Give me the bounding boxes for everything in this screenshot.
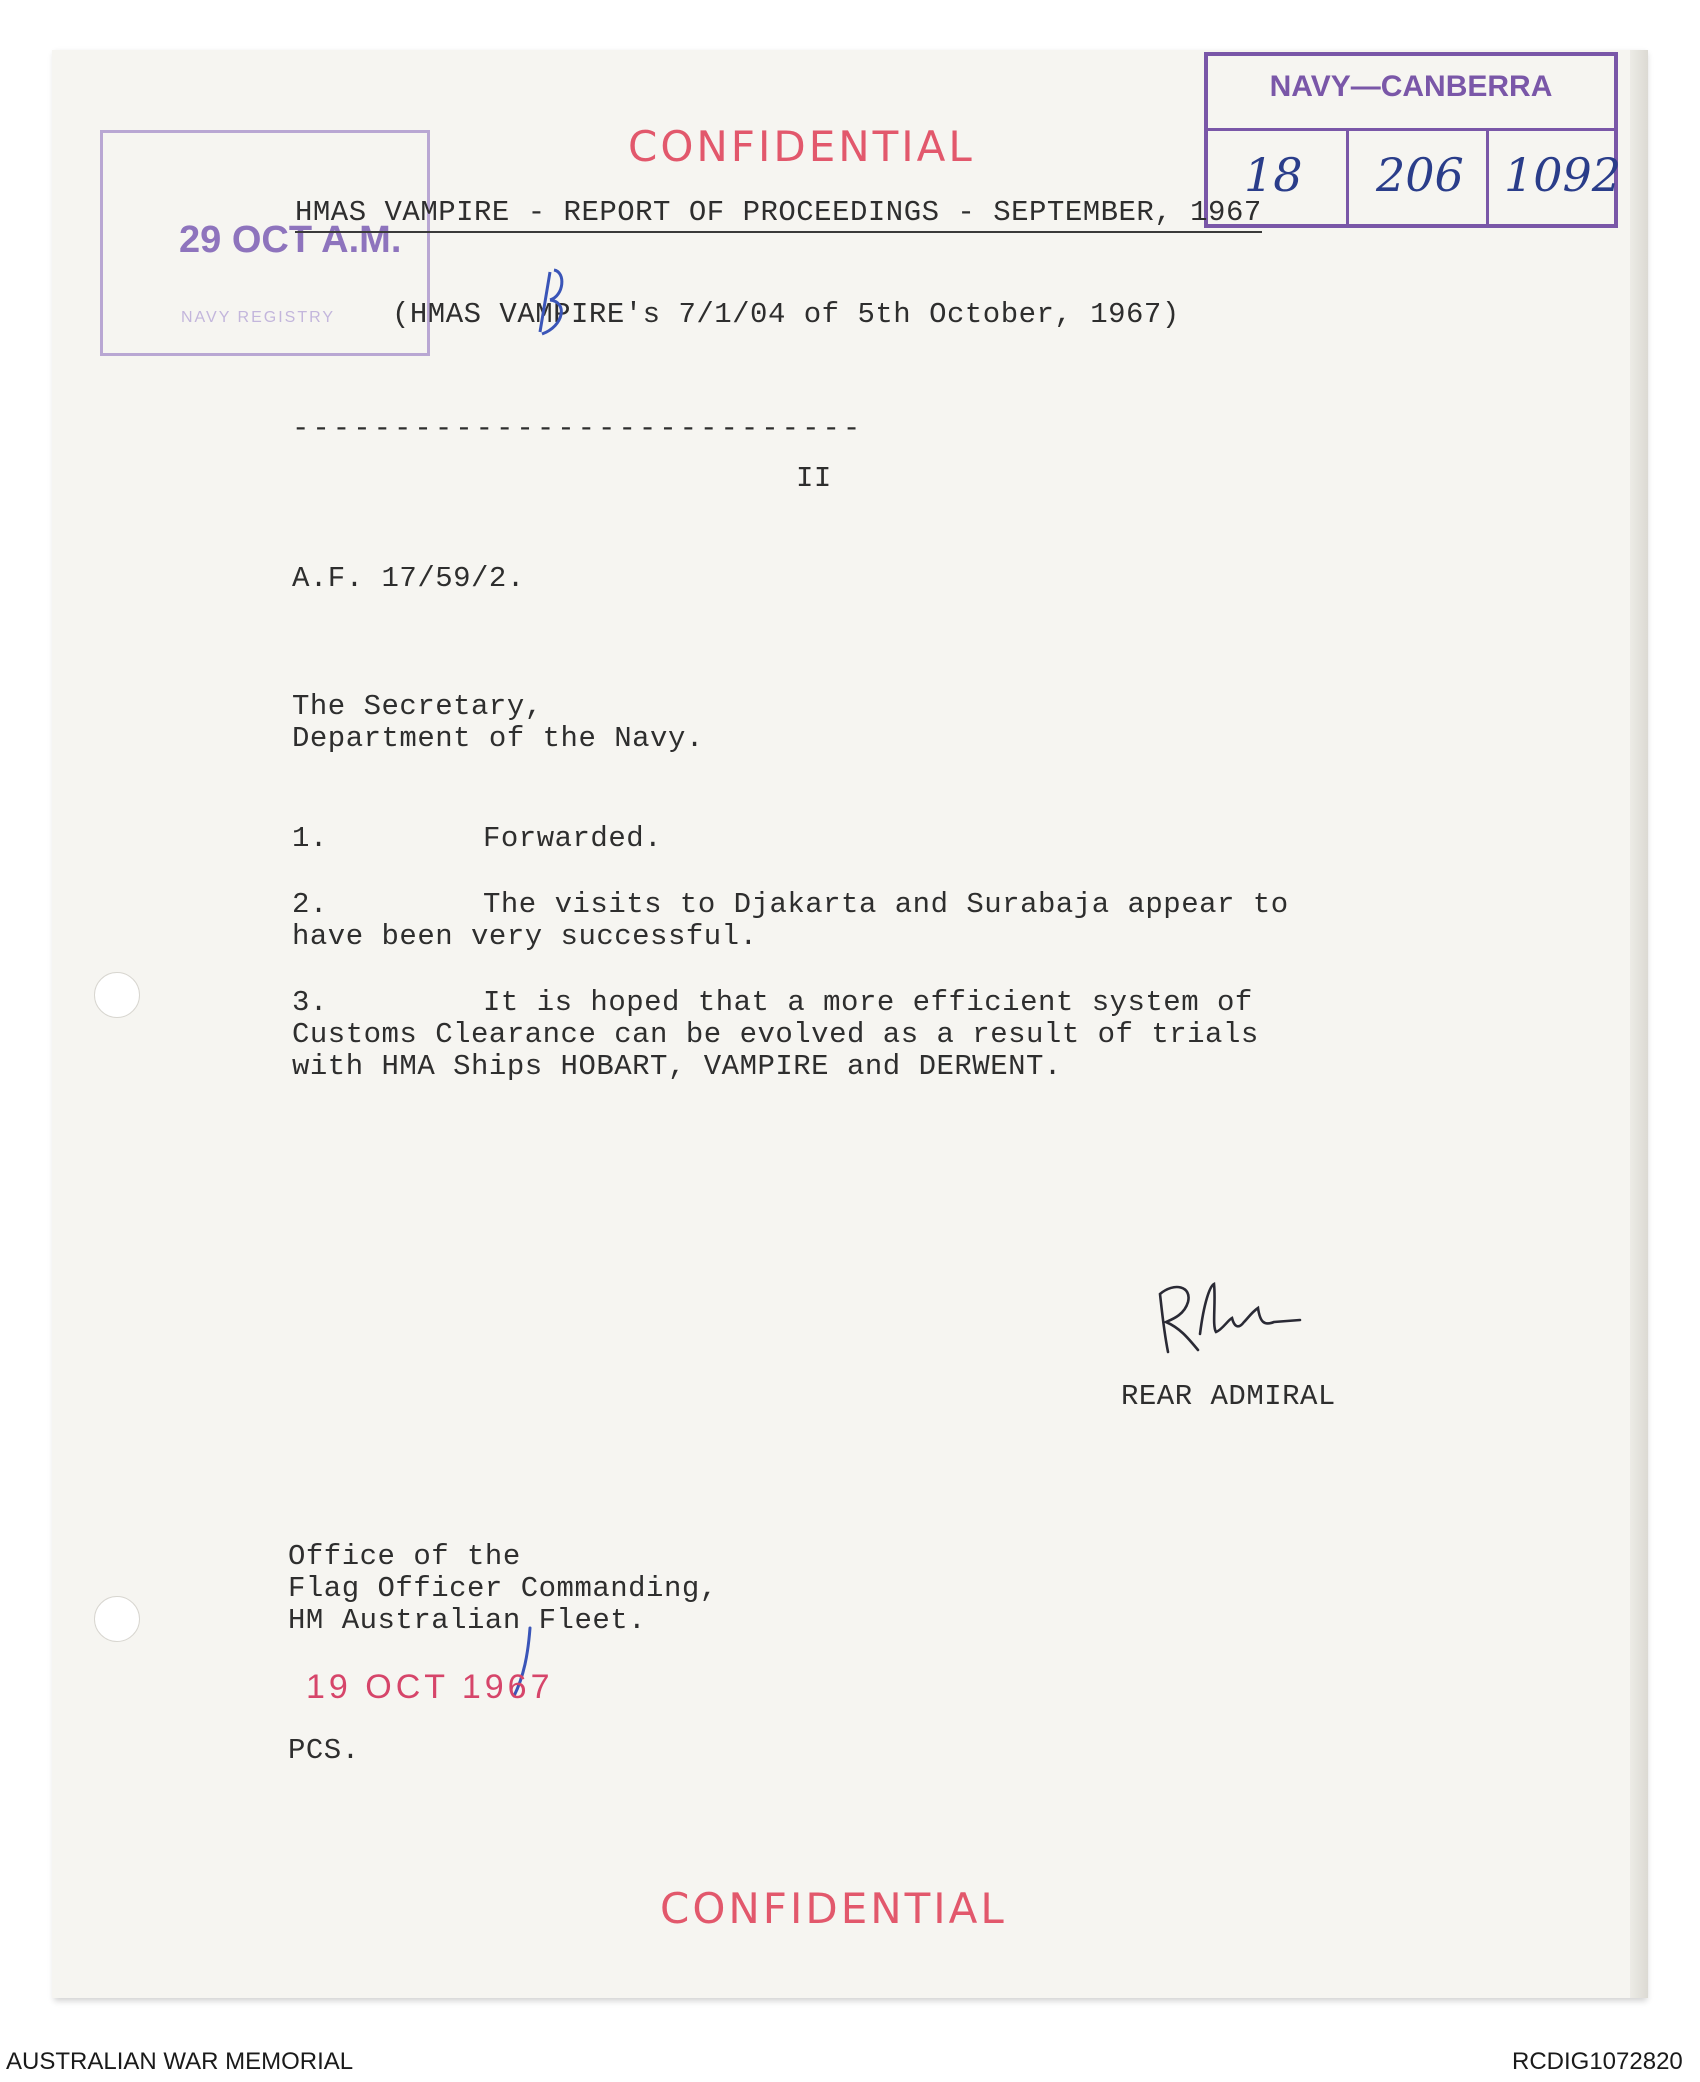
para1-text: Forwarded.: [483, 822, 663, 855]
para2-line1: The visits to Djakarta and Surabaja appear to: [483, 888, 1289, 921]
stamp-divider: [1208, 128, 1614, 131]
stamp-title: NAVY—CANBERRA: [1269, 70, 1553, 103]
page-edge: [1630, 50, 1648, 1998]
office-line3: HM Australian Fleet.: [288, 1604, 647, 1637]
footer-source: AUSTRALIAN WAR MEMORIAL: [6, 2048, 354, 2075]
punch-hole: [94, 972, 140, 1018]
navy-canberra-stamp: [1204, 52, 1622, 228]
stamp-cell-2: 206: [1376, 148, 1464, 202]
document-title: HMAS VAMPIRE - REPORT OF PROCEEDINGS - SEPTEMBER, 1967: [295, 196, 1262, 233]
handwritten-signature: [1140, 1272, 1310, 1362]
registry-stamp-label: NAVY REGISTRY: [181, 309, 336, 326]
stamp-divider: [1486, 130, 1489, 228]
registry-stamp: [100, 130, 430, 356]
para3-line3: with HMA Ships HOBART, VAMPIRE and DERWENT.: [292, 1050, 1062, 1083]
para1-number: 1.: [292, 822, 328, 855]
addressee-line2: Department of the Navy.: [292, 722, 704, 755]
stamp-cell-1: 18: [1244, 148, 1303, 202]
para3-line1: It is hoped that a more efficient system of: [483, 986, 1253, 1019]
para3-number: 3.: [292, 986, 328, 1019]
document-subtitle: (HMAS VAMPIRE's 7/1/04 of 5th October, 1967): [392, 298, 1180, 331]
stamp-divider: [1346, 130, 1349, 228]
office-line1: Office of the: [288, 1540, 521, 1573]
para2-number: 2.: [292, 888, 328, 921]
section-numeral: II: [796, 462, 832, 495]
para3-line2: Customs Clearance can be evolved as a result of trials: [292, 1018, 1259, 1051]
footer-identifier: RCDIG1072820: [1512, 2048, 1683, 2075]
registry-stamp-date: 29 OCT A.M.: [179, 219, 402, 261]
file-reference: A.F. 17/59/2.: [292, 562, 525, 595]
para2-line2: have been very successful.: [292, 920, 758, 953]
typist-initials: PCS.: [288, 1734, 360, 1767]
stamp-cell-3: 1092: [1504, 148, 1622, 202]
confidential-marking-top: CONFIDENTIAL: [628, 122, 975, 171]
handwritten-mark: [520, 262, 580, 352]
office-line2: Flag Officer Commanding,: [288, 1572, 718, 1605]
punch-hole: [94, 1596, 140, 1642]
confidential-marking-bottom: CONFIDENTIAL: [660, 1884, 1007, 1933]
received-date-stamp: 19 OCT 1967: [306, 1668, 554, 1706]
addressee-line1: The Secretary,: [292, 690, 543, 723]
separator-line: ----------------------------: [292, 412, 864, 445]
signatory-rank: REAR ADMIRAL: [1121, 1380, 1336, 1413]
